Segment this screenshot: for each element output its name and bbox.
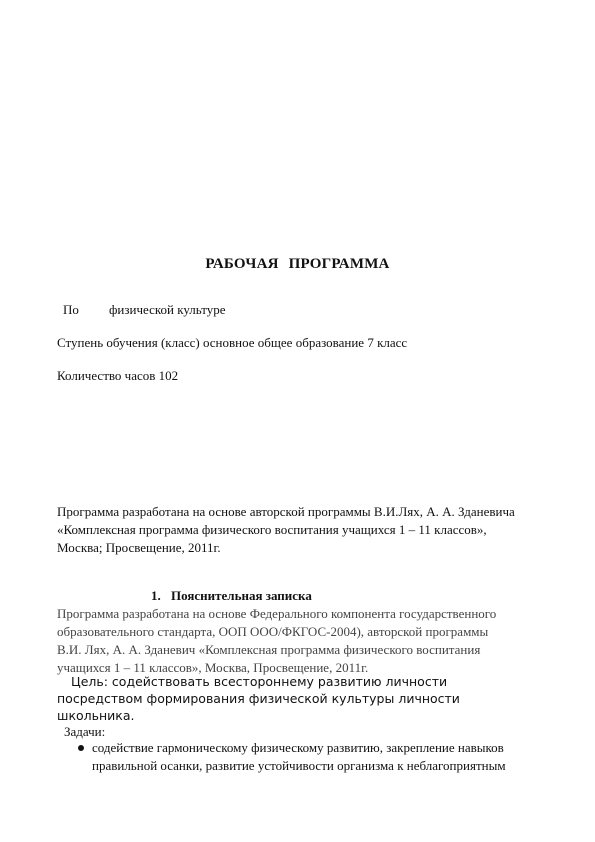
section-title: Пояснительная записка	[171, 588, 312, 603]
subject-prefix: По	[63, 302, 79, 317]
task-line-2: правильной осанки, развитие устойчивости организма к неблагоприятным	[92, 758, 506, 773]
basis-line-2: «Комплексная программа физического воспитания учащихся 1 – 11 классов»,	[57, 522, 487, 537]
section-number: 1.	[151, 588, 161, 603]
note-line-1: Программа разработана на основе Федерального компонента государственного	[57, 606, 497, 621]
bullet-icon	[78, 745, 84, 751]
basis-line-1: Программа разработана на основе авторской программы В.И.Лях, А. А. Зданевича	[57, 504, 515, 519]
document-title: РАБОЧАЯ ПРОГРАММА	[205, 256, 390, 272]
goal-line-2: посредством формирования физической культуры личности	[57, 691, 460, 706]
goal-line-1: Цель: содействовать всестороннему развитию личности	[71, 674, 448, 689]
education-level-line: Ступень обучения (класс) основное общее образование 7 класс	[57, 335, 408, 350]
subject-value: физической культуре	[109, 302, 226, 317]
tasks-label: Задачи:	[64, 724, 106, 739]
goal-line-3: школьника.	[57, 708, 135, 723]
hours-line: Количество часов 102	[57, 368, 179, 383]
note-line-3: В.И. Лях, А. А. Зданевич «Комплексная программа физического воспитания	[57, 642, 481, 657]
task-line-1: содействие гармоническому физическому развитию, закрепление навыков	[92, 740, 504, 755]
basis-line-3: Москва; Просвещение, 2011г.	[57, 540, 221, 555]
note-line-4: учащихся 1 – 11 классов», Москва, Просвещение, 2011г.	[57, 660, 369, 675]
note-line-2: образовательного стандарта, ООП ООО/ФКГОС-2004), авторской программы	[57, 624, 489, 639]
